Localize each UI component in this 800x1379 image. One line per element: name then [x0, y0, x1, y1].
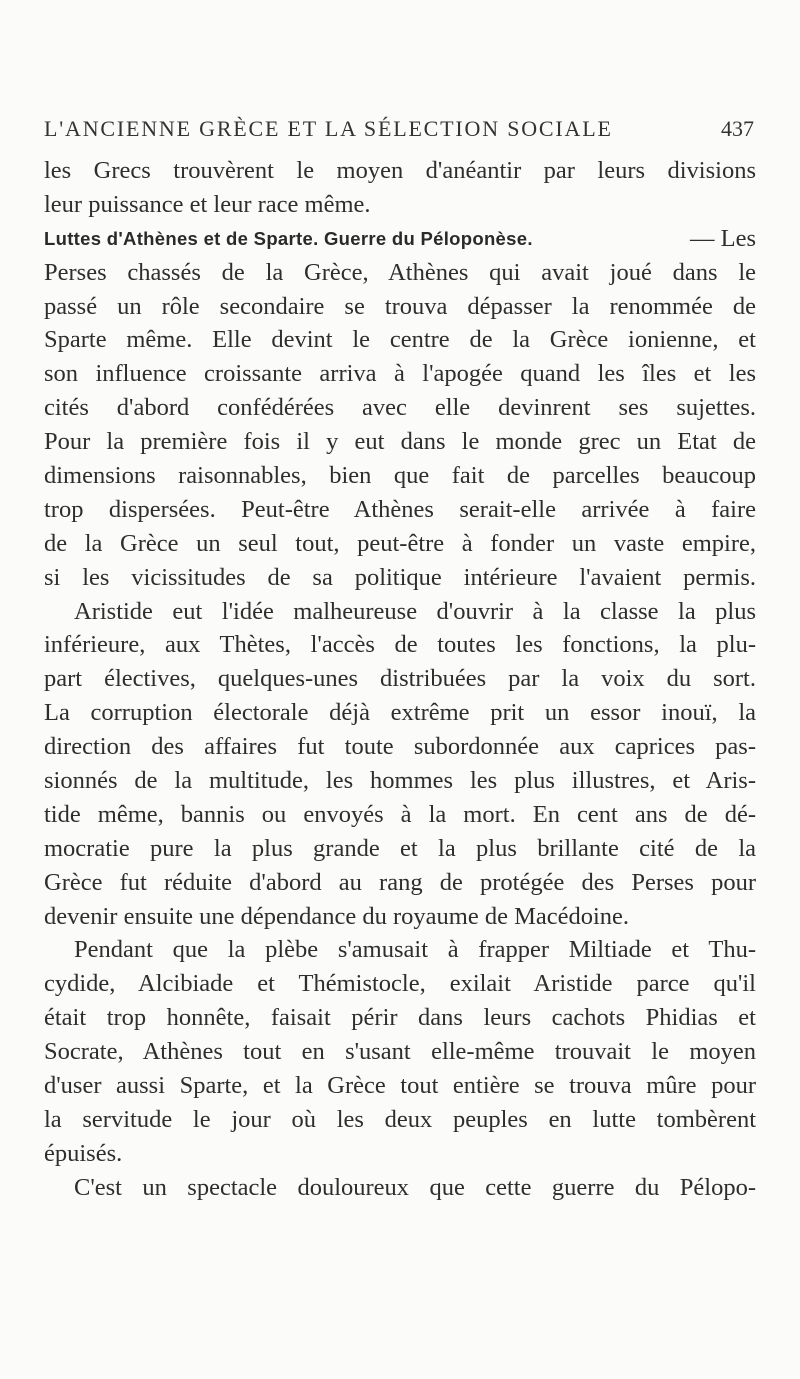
text-line: dimensions raisonnables, bien que fait de parcelles beaucoup: [44, 462, 756, 490]
text-line: inférieure, aux Thètes, l'accès de toutes les fonctions, la plu-: [44, 631, 756, 659]
text-line: sionnés de la multitude, les hommes les plus illustres, et Aris-: [44, 767, 756, 795]
text-line: C'est un spectacle douloureux que cette guerre du Pélopo-: [74, 1173, 756, 1201]
text-line: tide même, bannis ou envoyés à la mort. En cent ans de dé-: [44, 800, 756, 828]
text-line: Perses chassés de la Grèce, Athènes qui avait joué dans le: [44, 258, 756, 286]
text-line: son influence croissante arriva à l'apogée quand les îles et les: [44, 360, 756, 388]
section-heading-tail: — Les: [690, 224, 756, 252]
text-line: si les vicissitudes de sa politique intérieure l'avaient permis.: [44, 563, 756, 591]
text-line: Pour la première fois il y eut dans le monde grec un Etat de: [44, 428, 756, 456]
text-line: les Grecs trouvèrent le moyen d'anéantir par leurs divisions: [44, 157, 756, 184]
text-line: La corruption électorale déjà extrême prit un essor inouï, la: [44, 699, 756, 727]
section-heading: Luttes d'Athènes et de Sparte. Guerre du Péloponèse.: [44, 227, 533, 249]
running-head: [44, 116, 754, 146]
text-line: Grèce fut réduite d'abord au rang de protégée des Perses pour: [44, 868, 756, 896]
text-line: passé un rôle secondaire se trouva dépasser la renommée de: [44, 292, 756, 320]
text-line: d'user aussi Sparte, et la Grèce tout entière se trouva mûre pour: [44, 1072, 756, 1100]
text-line: leur puissance et leur race même.: [44, 190, 371, 218]
text-line: Sparte même. Elle devint le centre de la Grèce ionienne, et: [44, 326, 756, 354]
text-line: cydide, Alcibiade et Thémistocle, exilait Aristide parce qu'il: [44, 970, 756, 998]
text-line: de la Grèce un seul tout, peut-être à fonder un vaste empire,: [44, 529, 756, 557]
text-line: part électives, quelques-unes distribuées par la voix du sort.: [44, 665, 756, 693]
text-line: la servitude le jour où les deux peuples en lutte tombèrent: [44, 1105, 756, 1133]
text-line: direction des affaires fut toute subordonnée aux caprices pas-: [44, 733, 756, 761]
text-line: mocratie pure la plus grande et la plus brillante cité de la: [44, 834, 756, 862]
text-line: cités d'abord confédérées avec elle devinrent ses sujettes.: [44, 394, 756, 422]
body-text: [44, 154, 756, 1205]
text-line: trop dispersées. Peut-être Athènes serait-elle arrivée à faire: [44, 495, 756, 523]
text-line: était trop honnête, faisait périr dans leurs cachots Phidias et: [44, 1004, 756, 1032]
text-line: devenir ensuite une dépendance du royaume de Macédoine.: [44, 902, 630, 930]
running-title: L'ANCIENNE GRÈCE ET LA SÉLECTION SOCIALE: [44, 116, 613, 141]
page-number: 437: [721, 116, 754, 141]
section-heading-line: [44, 222, 756, 256]
text-line: épuisés.: [44, 1139, 123, 1167]
text-line: Aristide eut l'idée malheureuse d'ouvrir à la classe la plus: [74, 597, 756, 625]
text-line: Socrate, Athènes tout en s'usant elle-même trouvait le moyen: [44, 1038, 756, 1066]
text-line: Pendant que la plèbe s'amusait à frapper Miltiade et Thu-: [74, 936, 756, 964]
